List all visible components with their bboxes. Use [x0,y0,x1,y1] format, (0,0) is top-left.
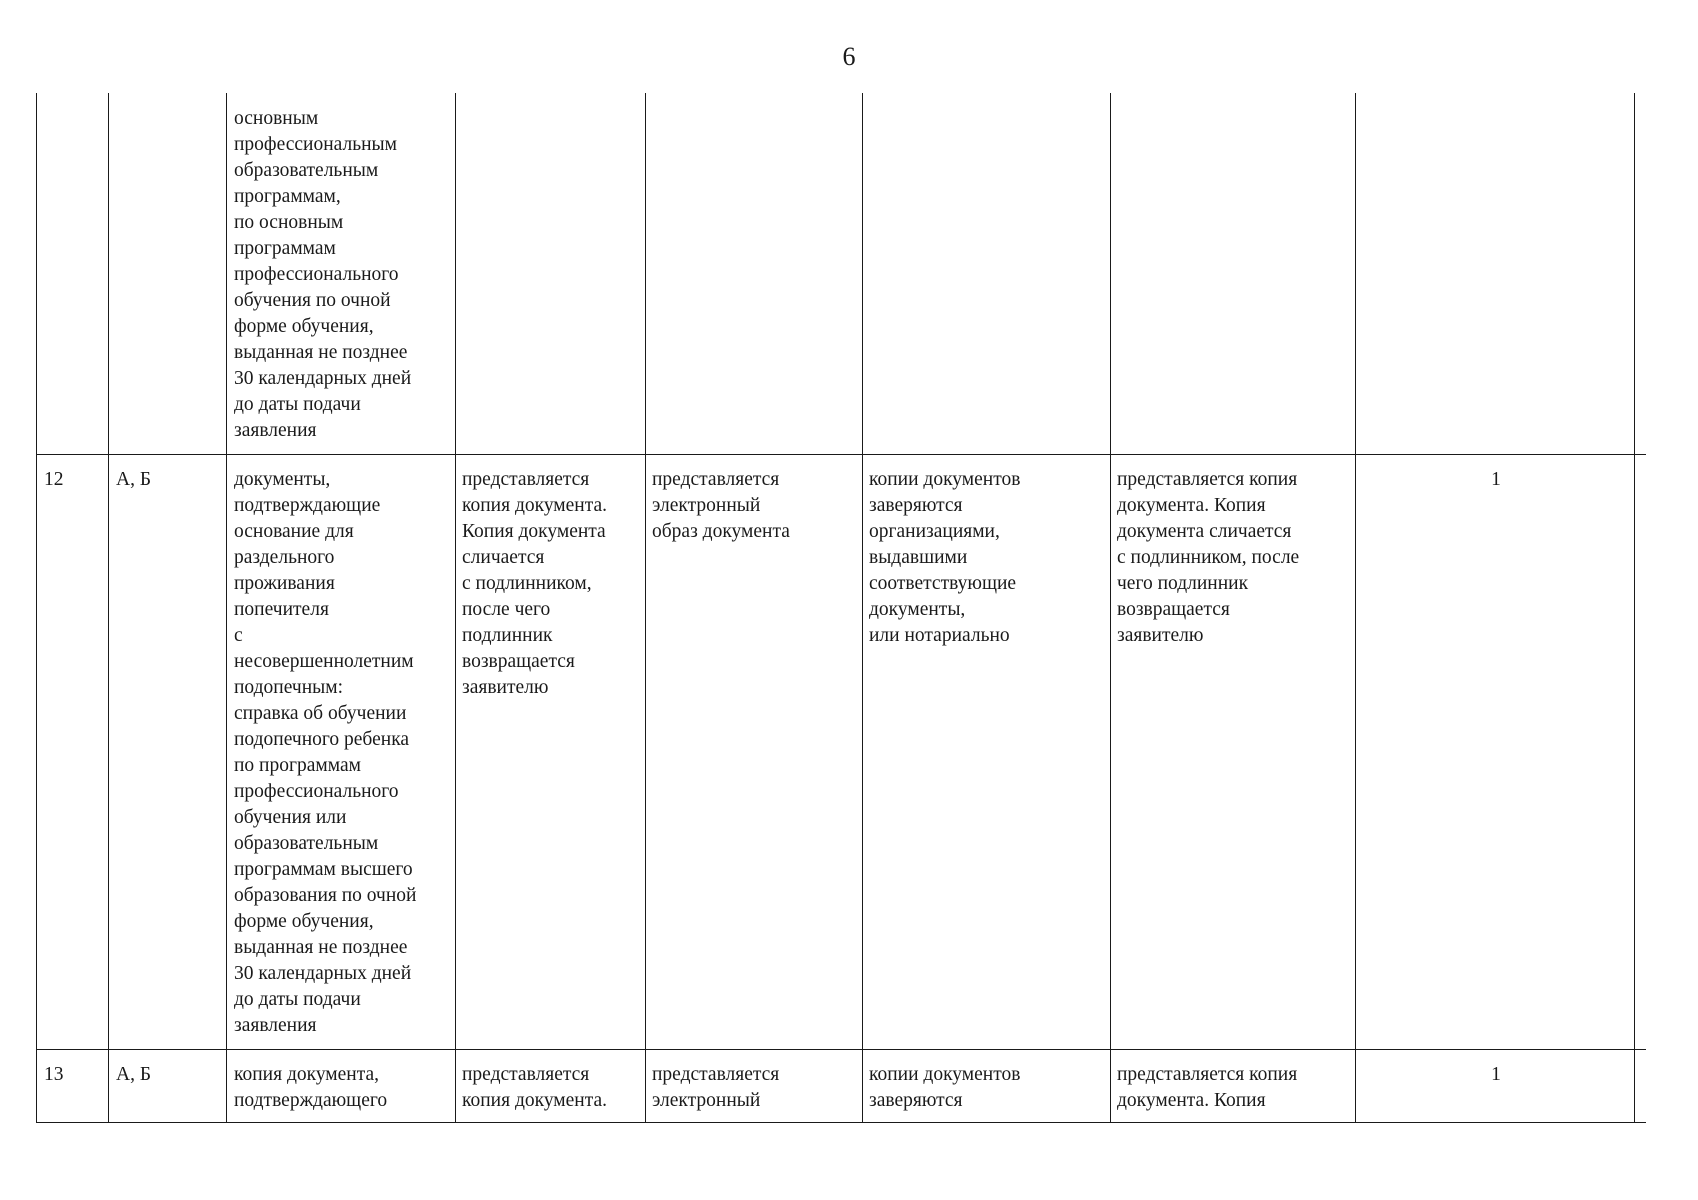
cell-certification: копии документов заверяются [869,1064,1021,1111]
cell-number: 12 [44,469,64,490]
column-divider [862,93,863,1123]
cell-electronic-submission: представляется электронный [652,1064,780,1111]
cell-category: А, Б [116,1064,152,1085]
column-divider [1355,93,1356,1123]
column-divider [645,93,646,1123]
table-border-bottom [36,1122,1646,1123]
cell-quantity: 1 [1491,469,1501,490]
table-border-right [1634,93,1635,1123]
column-divider [1110,93,1111,1123]
page-number: 6 [842,42,856,71]
cell-certification: копии документов заверяются организациями, выдавшими соответствующие документы, или нотариально [869,469,1021,646]
column-divider [226,93,227,1123]
row-divider [36,1049,1646,1050]
cell-paper-submission: представляется копия документа. [462,1064,608,1111]
cell-in-person-submission: представляется копия документа. Копия [1117,1064,1298,1111]
cell-electronic-submission: представляется электронный образ документа [652,469,790,542]
cell-document: документы, подтверждающие основание для раздельного проживания попечителя с несовершеннолетним подопечным: справка об обучении подопечного ребенка по программам профессионального обучения или образовательным программам высшего образования по очной форме обучения, выданная не позднее 30 календарных дней до даты подачи заявления [234,469,417,1036]
cell-number: 13 [44,1064,64,1085]
cell-category: А, Б [116,469,152,490]
cell-quantity: 1 [1491,1064,1501,1085]
cell-document: копия документа, подтверждающего [234,1064,388,1111]
table-border-left [36,93,37,1123]
row-divider [36,454,1646,455]
column-divider [108,93,109,1123]
column-divider [455,93,456,1123]
cell-paper-submission: представляется копия документа. Копия документа сличается с подлинником, после чего подлинник возвращается заявителю [462,469,608,698]
cell-document: основным профессиональным образовательным программам, по основным программам профессионального обучения по очной форме обучения, выданная не позднее 30 календарных дней до даты подачи заявления [234,108,412,441]
cell-in-person-submission: представляется копия документа. Копия документа сличается с подлинником, после чего подлинник возвращается заявителю [1117,469,1300,646]
